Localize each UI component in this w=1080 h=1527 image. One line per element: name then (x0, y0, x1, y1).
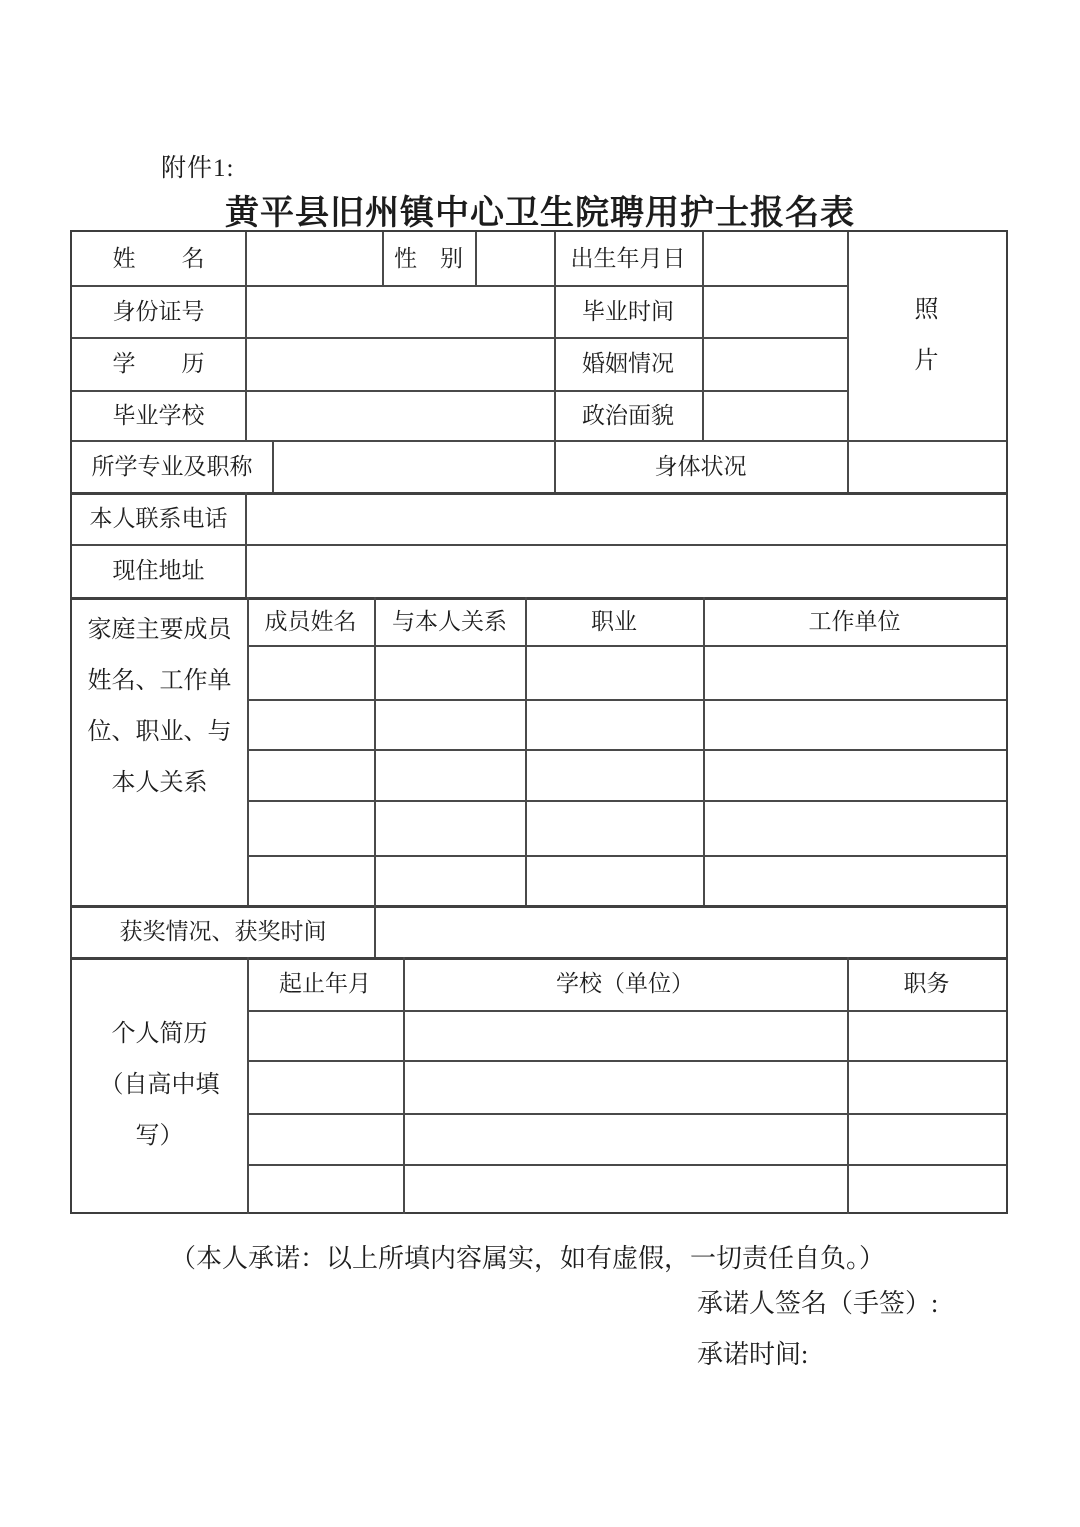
marital-status-field-label: 婚姻情况 (582, 351, 674, 376)
graduation-time-value-cell (702, 285, 847, 337)
phone-field-label: 本人联系电话 (89, 505, 228, 531)
birthdate-value-cell (702, 232, 847, 285)
resume-side-label (72, 957, 247, 1214)
family-side-label-line3: 位、职业、与 (87, 719, 232, 745)
family-side-label-line2: 姓名、工作单 (87, 668, 232, 694)
marital-status-value-cell (702, 337, 847, 390)
grid-line (247, 699, 1006, 701)
awards-field-label: 获奖情况、获奖时间 (119, 918, 327, 944)
awards-value-cell (374, 905, 1006, 957)
name-value-cell (245, 232, 382, 285)
major-and-title-field-label: 所学专业及职称 (91, 453, 253, 479)
health-status-value-cell (847, 440, 1006, 492)
political-status-field-label: 政治面貌 (582, 402, 674, 428)
commitment-statement: （本人承诺：以上所填内容属实，如有虚假，一切责任自负。） (170, 1244, 886, 1273)
grid-line (247, 855, 1006, 857)
family-side-label-line1: 家庭主要成员 (87, 617, 232, 643)
grid-line (247, 1113, 1006, 1115)
family-relation-header: 与本人关系 (392, 608, 507, 634)
education-field-label: 学 历 (112, 351, 205, 376)
photo-label-line1: 照 (914, 297, 939, 323)
id-number-field-label: 身份证号 (112, 298, 205, 324)
graduation-school-value-cell (245, 390, 554, 440)
grid-line (374, 597, 376, 957)
grid-line (247, 645, 1006, 647)
family-workunit-header: 工作单位 (808, 608, 901, 634)
grid-line (247, 1060, 1006, 1062)
family-members-side-label (72, 597, 247, 905)
attachment-label: 附件1: (161, 155, 235, 182)
grid-line (247, 1010, 1006, 1012)
photo-placeholder (847, 232, 1006, 440)
resume-side-label-line3: 写） (135, 1123, 184, 1149)
resume-side-label-line2: （自高中填 (99, 1072, 220, 1098)
political-status-value-cell (702, 390, 847, 440)
id-number-value-cell (245, 285, 554, 337)
commitment-time-label: 承诺时间: (697, 1340, 809, 1369)
gender-value-cell (475, 232, 554, 285)
page-title: 黄平县旧州镇中心卫生院聘用护士报名表 (225, 195, 855, 232)
gender-field-label: 性 别 (394, 246, 463, 271)
address-value-cell (245, 544, 1006, 597)
family-occupation-header: 职业 (591, 608, 637, 634)
photo-label-line2: 片 (914, 348, 939, 374)
resume-position-header: 职务 (903, 971, 950, 996)
grid-line (247, 1164, 1006, 1166)
resume-school-header: 学校（单位） (556, 971, 694, 996)
education-value-cell (245, 337, 554, 390)
grid-line (247, 749, 1006, 751)
name-field-label: 姓 名 (112, 246, 205, 271)
health-status-field-label: 身体状况 (654, 453, 747, 479)
application-form-table (70, 230, 1008, 1214)
grid-line (247, 800, 1006, 802)
graduation-time-field-label: 毕业时间 (582, 298, 674, 324)
phone-value-cell (245, 492, 1006, 544)
birthdate-field-label: 出生年月日 (570, 246, 686, 271)
resume-period-header: 起止年月 (279, 971, 371, 996)
graduation-school-field-label: 毕业学校 (112, 402, 205, 428)
family-member-name-header: 成员姓名 (264, 608, 357, 634)
family-side-label-line4: 本人关系 (111, 770, 208, 796)
signer-label: 承诺人签名（手签）: (697, 1289, 939, 1318)
resume-side-label-line1: 个人简历 (111, 1021, 208, 1047)
address-field-label: 现住地址 (112, 558, 205, 583)
major-and-title-value-cell (272, 440, 554, 492)
